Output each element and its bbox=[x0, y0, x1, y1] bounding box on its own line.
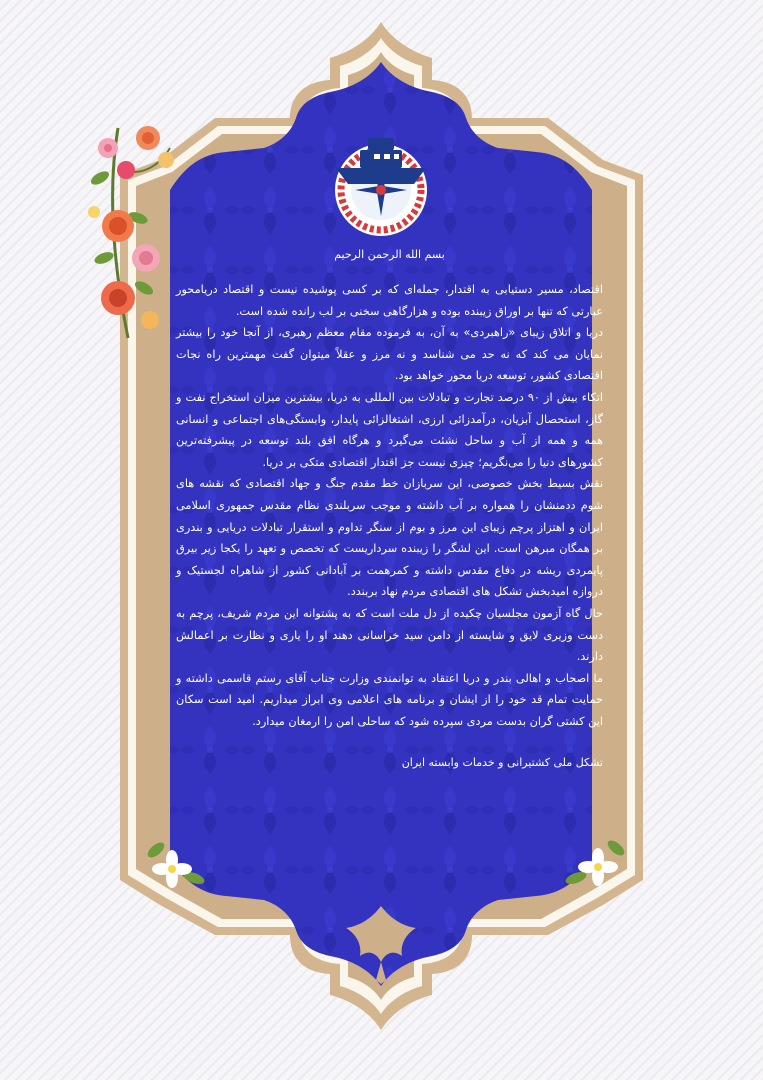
shipping-logo bbox=[322, 128, 440, 240]
bismillah: بسم الله الرحمن الرحیم bbox=[334, 248, 445, 261]
paragraph: نقش بسیط بخش خصوصی، این سربازان خط مقدم جنگ و جهاد اقتصادی که نقشه های شوم ددمنشان را همواره بر آب داشته و موجب سربلندی نظام مقدس جمهوری اسلامی ایران و اهتزاز پرچم زیبای این مرز و بوم از سنگر تداوم و استقرار تبادلات دریایی و بندری بر همگان مبرهن است. این لشگر را زیبنده سرداریست که تخصص و تعهد را یکجا زیر بیرق پایمردی ریشه در دفاع مقدس داشته و کمرهمت بر آبادانی کشور از شاهراه لجستیک و دروازه امیدبخش تشکل های اقتصادی مردم نهاد بربندد. bbox=[176, 477, 603, 599]
letter-content bbox=[176, 248, 603, 848]
paragraph: ما اصحاب و اهالی بندر و دریا اعتقاد به توانمندی وزارت جناب آقای رستم قاسمی داشته و حمایت تمام قد خود را از ایشان و برنامه های اعلامی وی ابراز میداریم. امید است سکان این کشتی گران بدست مردی سپرده شود که ساحلی امن را ارمغان میدارد. bbox=[176, 671, 603, 728]
paragraph: اقتصاد، مسیر دستیابی به اقتدار، جمله‌ای که بر کسی پوشیده نیست و اقتصاد دریامحور عبارتی که تنها بر اوراق زیبنده بوده و هزارگاهی سخنی بر لب رانده شده است. bbox=[176, 283, 603, 318]
paragraph: حال گاه آزمون مجلسیان چکیده از دل ملت است که به پشتوانه این مردم شریف، پرچم به دست وزیری لایق و شایسته از دامن سید خراسانی دهند او را یاری و نظارت بر اعمالش دارند. bbox=[176, 606, 603, 664]
paragraph: اتکاء بیش از ۹۰ درصد تجارت و تبادلات بین المللی به دریا، بیشترین میزان استخراج نفت و گاز، استحصال آبزیان، درآمدزائی ارزی، اشتغالزائی پایدار، وابستگی‌های اجتماعی و انسانی همه و همه از آب و ساحل نشئت می‌گیرد و هرگاه افق بلند توسعه در پیشرفته‌ترین کشورهای دنیا را می‌نگریم؛ چیزی نیست جز اقتدار اقتصادی متکی بر دریا. bbox=[176, 390, 603, 469]
signature: تشکل ملی کشتیرانی و خدمات وابسته ایران bbox=[401, 756, 603, 770]
paragraph: دریا و اتلاق زیبای «راهبردی» به آن، به فرموده مقام معظم رهبری، از آنجا خود را بیشتر نمایان می کند که نه حد می شناسد و نه مرز و عقلاً میتوان گفت مهمترین راه نجات اقتصادی کشور، توسعه دریا محور خواهد بود. bbox=[176, 326, 603, 383]
rose-bouquet-decoration bbox=[78, 108, 178, 348]
